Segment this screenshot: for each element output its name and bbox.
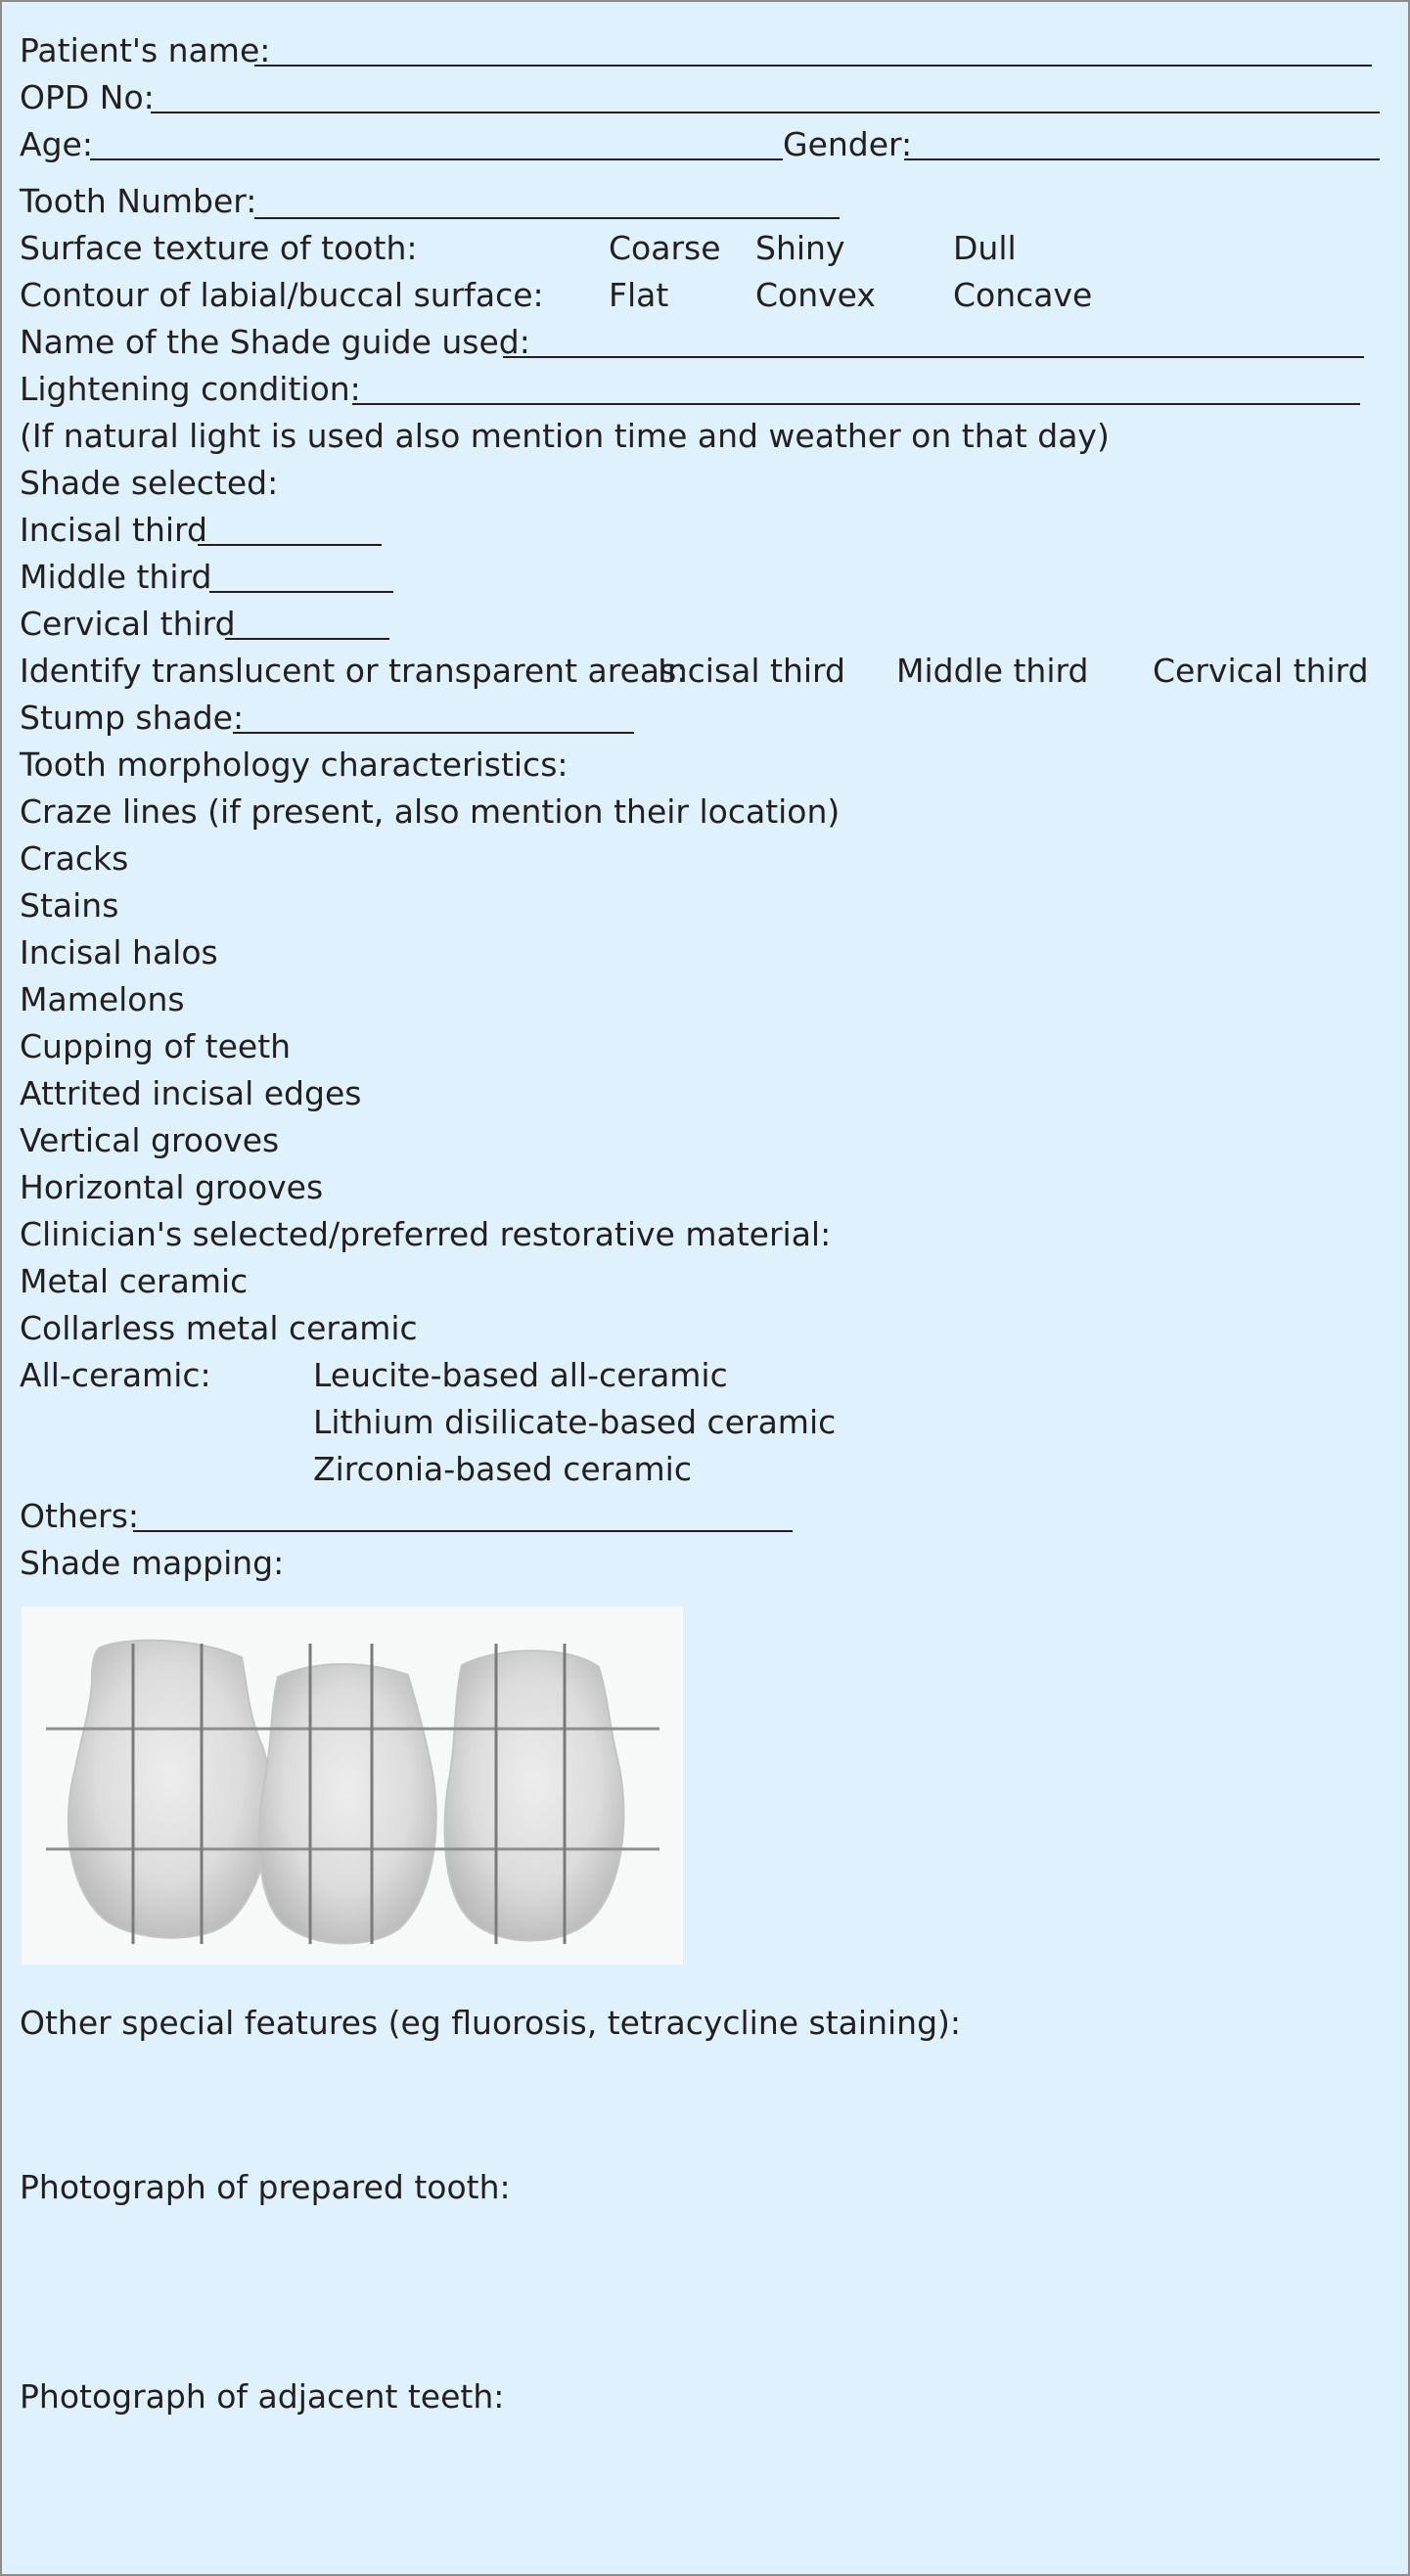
lightening-condition-label: Lightening condition: (20, 370, 361, 408)
opd-number-line[interactable] (151, 112, 1380, 113)
contour-option-convex[interactable]: Convex (755, 276, 876, 314)
opd-number-label: OPD No: (20, 78, 155, 116)
incisal-third-label: Incisal third (20, 511, 207, 549)
restorative-material-label: Clinician's selected/preferred restorative material: (20, 1215, 832, 1253)
translucent-option-cervical[interactable]: Cervical third (1153, 652, 1369, 690)
shade-guide-label: Name of the Shade guide used: (20, 323, 530, 361)
translucent-option-middle[interactable]: Middle third (896, 652, 1089, 690)
all-ceramic-label: All-ceramic: (20, 1356, 211, 1394)
morphology-item-horizontal-grooves[interactable]: Horizontal grooves (20, 1168, 324, 1206)
translucent-option-incisal[interactable]: Incisal third (658, 652, 845, 690)
photo-adjacent-teeth-label: Photograph of adjacent teeth: (20, 2377, 505, 2416)
stump-shade-label: Stump shade: (20, 699, 245, 737)
age-line[interactable] (90, 158, 783, 160)
surface-option-shiny[interactable]: Shiny (755, 229, 845, 267)
contour-option-concave[interactable]: Concave (953, 276, 1093, 314)
morphology-item-craze-lines[interactable]: Craze lines (if present, also mention their location) (20, 792, 841, 831)
surface-texture-label: Surface texture of tooth: (20, 229, 418, 267)
surface-option-dull[interactable]: Dull (953, 229, 1017, 267)
gender-label: Gender: (783, 125, 913, 163)
middle-third-line[interactable] (209, 591, 393, 593)
cervical-third-line[interactable] (225, 638, 389, 640)
all-ceramic-option-zirconia[interactable]: Zirconia-based ceramic (313, 1450, 692, 1488)
surface-option-coarse[interactable]: Coarse (609, 229, 721, 267)
photo-prepared-tooth-label: Photograph of prepared tooth: (20, 2168, 511, 2206)
cervical-third-label: Cervical third (20, 605, 236, 643)
contour-label: Contour of labial/buccal surface: (20, 276, 544, 314)
tooth-number-label: Tooth Number: (20, 182, 257, 220)
natural-light-note: (If natural light is used also mention time and weather on that day) (20, 417, 1110, 455)
stump-shade-line[interactable] (233, 732, 634, 734)
shade-selected-label: Shade selected: (20, 464, 279, 502)
tooth-number-line[interactable] (254, 217, 840, 219)
all-ceramic-option-leucite[interactable]: Leucite-based all-ceramic (313, 1356, 728, 1394)
material-option-collarless[interactable]: Collarless metal ceramic (20, 1309, 418, 1347)
contour-option-flat[interactable]: Flat (609, 276, 669, 314)
shade-guide-line[interactable] (503, 356, 1364, 358)
translucent-areas-label: Identify translucent or transparent areas: (20, 652, 688, 690)
age-label: Age: (20, 125, 93, 163)
gender-line[interactable] (904, 158, 1380, 160)
morphology-item-attrited-edges[interactable]: Attrited incisal edges (20, 1074, 362, 1112)
incisal-third-line[interactable] (198, 544, 382, 546)
material-option-metal-ceramic[interactable]: Metal ceramic (20, 1262, 249, 1300)
lightening-condition-line[interactable] (352, 403, 1360, 405)
morphology-label: Tooth morphology characteristics: (20, 746, 569, 784)
shade-mapping-label: Shade mapping: (20, 1544, 285, 1582)
morphology-item-mamelons[interactable]: Mamelons (20, 980, 185, 1018)
morphology-item-incisal-halos[interactable]: Incisal halos (20, 933, 218, 972)
middle-third-label: Middle third (20, 558, 212, 596)
morphology-item-vertical-grooves[interactable]: Vertical grooves (20, 1121, 280, 1159)
morphology-item-cupping[interactable]: Cupping of teeth (20, 1027, 292, 1065)
morphology-item-cracks[interactable]: Cracks (20, 839, 129, 878)
others-line[interactable] (133, 1530, 793, 1532)
shade-mapping-teeth-image (22, 1606, 683, 1965)
patient-name-label: Patient's name: (20, 31, 271, 69)
morphology-item-stains[interactable]: Stains (20, 886, 119, 925)
all-ceramic-option-lithium[interactable]: Lithium disilicate-based ceramic (313, 1403, 837, 1441)
others-label: Others: (20, 1497, 140, 1535)
patient-name-line[interactable] (254, 65, 1372, 67)
special-features-label: Other special features (eg fluorosis, tetracycline staining): (20, 2004, 962, 2042)
